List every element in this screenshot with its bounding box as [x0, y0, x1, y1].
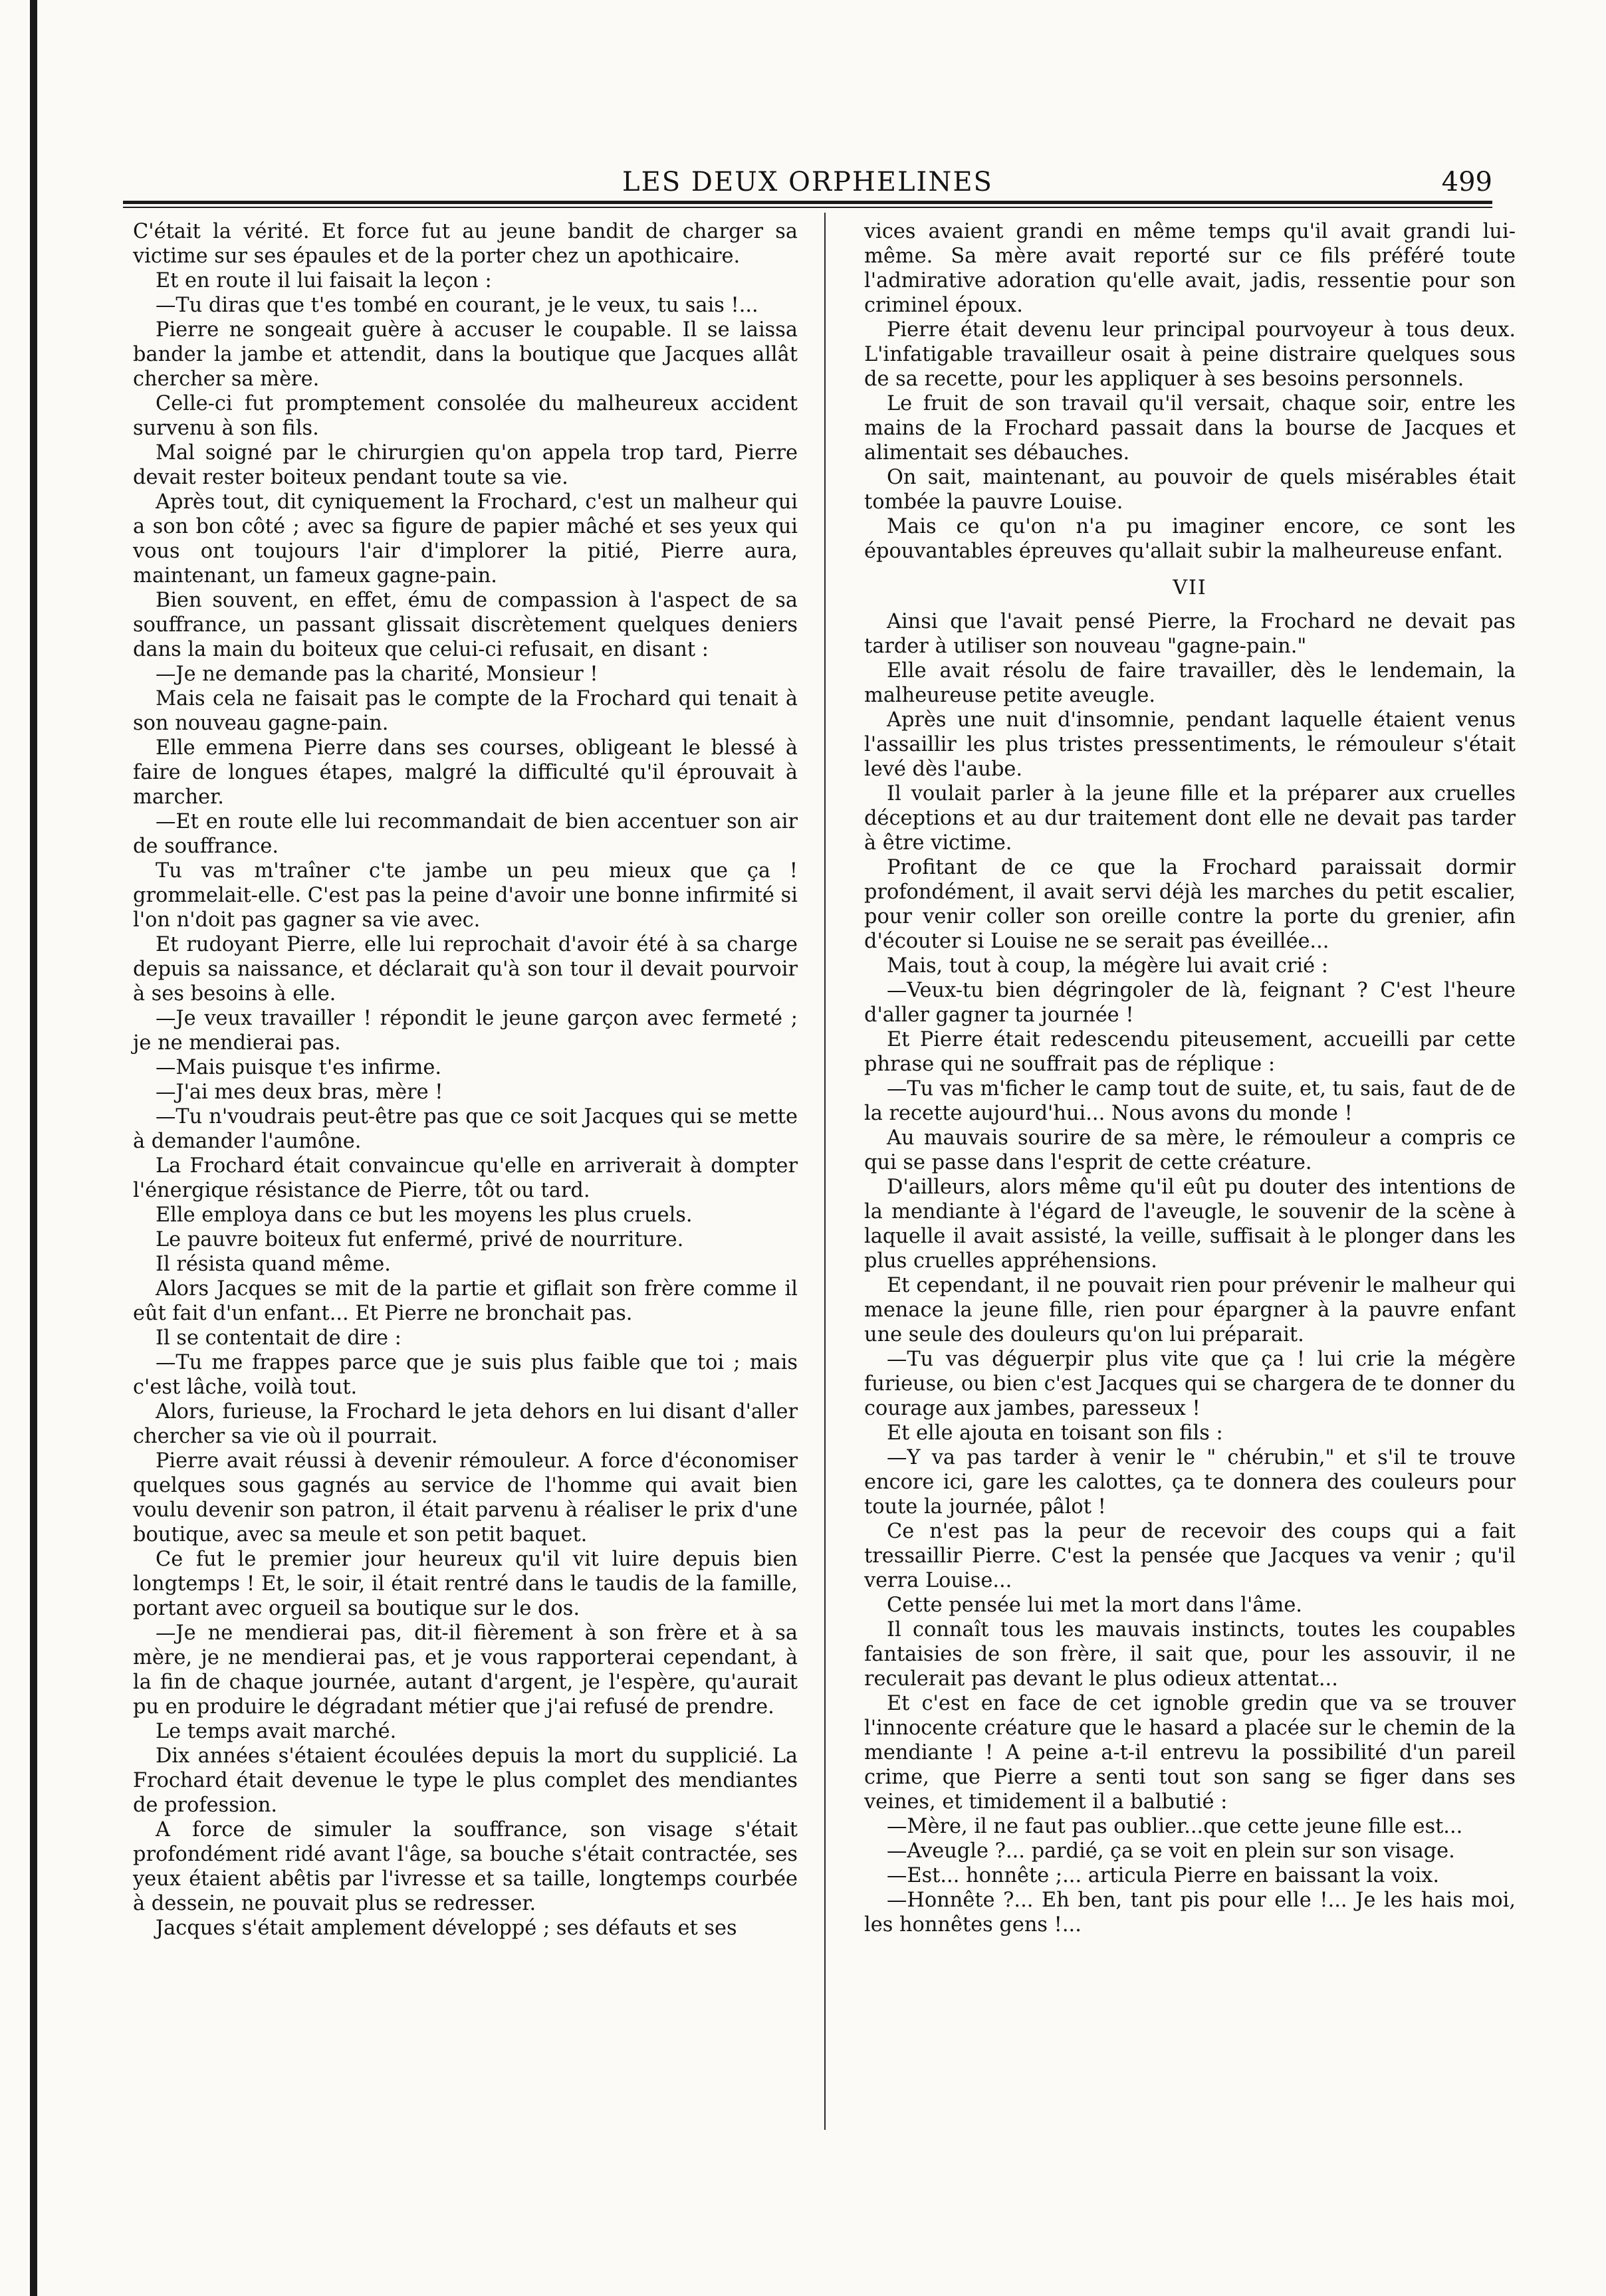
- running-title: LES DEUX ORPHELINES: [622, 167, 993, 197]
- paragraph: —Tu vas m'ficher le camp tout de suite, et, tu sais, faut de de la recette aujourd'hui... Nous avons du monde !: [864, 1077, 1516, 1125]
- paragraph: —Et en route elle lui recommandait de bien accentuer son air de souffrance.: [133, 810, 798, 858]
- paragraph: Profitant de ce que la Frochard paraissait dormir profondément, il avait servi déjà les marches du petit escalier, pour venir coller son oreille contre la porte du grenier, afin d'écouter si Louise ne se serait pas éveillée...: [864, 856, 1516, 953]
- paragraph: —Tu diras que t'es tombé en courant, je le veux, tu sais !...: [156, 294, 758, 317]
- paragraph: —Y va pas tarder à venir le " chérubin," et s'il te trouve encore ici, gare les calottes, ça te donnera des couleurs pour toute la journée, pâlot !: [864, 1446, 1516, 1518]
- paragraph: Le temps avait marché.: [156, 1720, 397, 1743]
- paragraph: Tu vas m'traîner c'te jambe un peu mieux que ça ! grommelait-elle. C'est pas la peine d'avoir une bonne infirmité si l'on n'doit pas gagner sa vie avec.: [133, 859, 798, 932]
- paragraph: Et c'est en face de cet ignoble gredin que va se trouver l'innocente créature que le hasard a placée sur le chemin de la mendiante ! A peine a-t-il entrevu la possibilité d'un pareil crime, que Pierre a senti tout son sang se figer dans ses veines, et timidement il a balbutié :: [864, 1692, 1516, 1814]
- paragraph: Et rudoyant Pierre, elle lui reprochait d'avoir été à sa charge depuis sa naissance, et déclarait qu'à son tour il devait pourvoir à ses besoins à elle.: [133, 933, 798, 1005]
- paragraph: Ce fut le premier jour heureux qu'il vit luire depuis bien longtemps ! Et, le soir, il était rentré dans le taudis de la famille, portant avec orgueil sa boutique sur le dos.: [133, 1548, 798, 1620]
- paragraph: —Honnête ?... Eh ben, tant pis pour elle !... Je les hais moi, les honnêtes gens !...: [864, 1889, 1516, 1936]
- paragraph: Pierre ne songeait guère à accuser le coupable. Il se laissa bander la jambe et attendit, dans la boutique que Jacques allât chercher sa mère.: [133, 318, 798, 391]
- paragraph: Il se contentait de dire :: [156, 1326, 402, 1350]
- paragraph: Et Pierre était redescendu piteusement, accueilli par cette phrase qui ne souffrait pas de réplique :: [864, 1028, 1516, 1076]
- paragraph: —Aveugle ?... pardié, ça se voit en plein sur son visage.: [887, 1839, 1455, 1863]
- paragraph: Après tout, dit cyniquement la Frochard, c'est un malheur qui a son bon côté ; avec sa figure de papier mâché et ses yeux qui vous ont toujours l'air d'implorer la pitié, Pierre aura, maintenant, un fameux gagne-pain.: [133, 490, 798, 587]
- header-rule-thick: [123, 201, 1492, 204]
- paragraph: Celle-ci fut promptement consolée du malheureux accident survenu à son fils.: [133, 392, 798, 440]
- paragraph: Au mauvais sourire de sa mère, le rémouleur a compris ce qui se passe dans l'esprit de cette créature.: [864, 1126, 1516, 1174]
- paragraph: —Mais puisque t'es infirme.: [156, 1056, 441, 1079]
- paragraph: Elle avait résolu de faire travailler, dès le lendemain, la malheureuse petite aveugle.: [864, 659, 1516, 707]
- paragraph: —Tu vas déguerpir plus vite que ça ! lui crie la mégère furieuse, ou bien c'est Jacques qui se chargera de te donner du courage aux jambes, paresseux !: [864, 1348, 1516, 1420]
- paragraph: C'était la vérité. Et force fut au jeune bandit de charger sa victime sur ses épaules et de la porter chez un apothicaire.: [133, 220, 798, 268]
- paragraph: Et elle ajouta en toisant son fils :: [887, 1421, 1223, 1445]
- paragraph: —Je ne demande pas la charité, Monsieur !: [156, 663, 598, 686]
- paragraph: Jacques s'était amplement développé ; ses défauts et ses: [156, 1917, 737, 1940]
- paragraph: —Tu me frappes parce que je suis plus faible que toi ; mais c'est lâche, voilà tout.: [133, 1351, 798, 1399]
- paragraph: Mais cela ne faisait pas le compte de la Frochard qui tenait à son nouveau gagne-pain.: [133, 687, 798, 735]
- left-column: [133, 219, 798, 1940]
- paragraph: —Est... honnête ;... articula Pierre en baissant la voix.: [887, 1864, 1440, 1887]
- paragraph: La Frochard était convaincue qu'elle en arriverait à dompter l'énergique résistance de Pierre, tôt ou tard.: [133, 1154, 798, 1202]
- paragraph: Cette pensée lui met la mort dans l'âme.: [887, 1594, 1302, 1617]
- scan-edge: [30, 0, 37, 2296]
- right-column: [864, 219, 1516, 1937]
- page-number: 499: [1441, 167, 1492, 197]
- paragraph: Mal soigné par le chirurgien qu'on appela trop tard, Pierre devait rester boiteux pendant toute sa vie.: [133, 441, 798, 489]
- paragraph: Alors Jacques se mit de la partie et giflait son frère comme il eût fait d'un enfant... Et Pierre ne bronchait pas.: [133, 1277, 798, 1325]
- paragraph: vices avaient grandi en même temps qu'il avait grandi lui-même. Sa mère avait reporté sur ce fils préféré toute l'admirative adoration qu'elle avait, jadis, ressentie pour son criminel époux.: [864, 220, 1516, 317]
- paragraph: Il connaît tous les mauvais instincts, toutes les coupables fantaisies de son frère, il sait que, pour les assouvir, il ne reculerait pas devant le plus odieux attentat...: [864, 1618, 1516, 1691]
- paragraph: Dix années s'étaient écoulées depuis la mort du supplicié. La Frochard était devenue le type le plus complet des mendiantes de profession.: [133, 1744, 798, 1817]
- paragraph: Après une nuit d'insomnie, pendant laquelle étaient venus l'assaillir les plus tristes pressentiments, le rémouleur s'était levé dès l'aube.: [864, 708, 1516, 781]
- paragraph: Et en route il lui faisait la leçon :: [156, 269, 492, 292]
- paragraph: Mais ce qu'on n'a pu imaginer encore, ce sont les épouvantables épreuves qu'allait subir la malheureuse enfant.: [864, 515, 1516, 563]
- paragraph: Mais, tout à coup, la mégère lui avait crié :: [887, 954, 1329, 978]
- paragraph: —Je ne mendierai pas, dit-il fièrement à son frère et à sa mère, je ne mendierai pas, et je vous rapporterai cependant, à la fin de chaque journée, autant d'argent, je l'espère, qu'aurait pu en produire le dégradant métier que j'ai refusé de prendre.: [133, 1621, 798, 1719]
- paragraph: D'ailleurs, alors même qu'il eût pu douter des intentions de la mendiante à l'égard de l'aveugle, le souvenir de la scène à laquelle il avait assisté, la veille, suffisait à le plonger dans les plus cruelles appréhensions.: [864, 1176, 1516, 1273]
- paragraph: On sait, maintenant, au pouvoir de quels misérables était tombée la pauvre Louise.: [864, 466, 1516, 514]
- section-heading: VII: [1173, 576, 1207, 599]
- paragraph: Il voulait parler à la jeune fille et la préparer aux cruelles déceptions et au dur traitement dont elle ne devait pas tarder à être victime.: [864, 782, 1516, 855]
- paragraph: Le pauvre boiteux fut enfermé, privé de nourriture.: [156, 1228, 684, 1251]
- paragraph: Il résista quand même.: [156, 1253, 391, 1276]
- paragraph: Ce n'est pas la peur de recevoir des coups qui a fait tressaillir Pierre. C'est la pensée que Jacques va venir ; qu'il verra Louise...: [864, 1520, 1516, 1592]
- paragraph: —Mère, il ne faut pas oublier...que cette jeune fille est...: [887, 1815, 1463, 1838]
- paragraph: —Je veux travailler ! répondit le jeune garçon avec fermeté ; je ne mendierai pas.: [133, 1007, 798, 1055]
- page-header: [123, 163, 1492, 203]
- paragraph: Elle employa dans ce but les moyens les plus cruels.: [156, 1203, 693, 1227]
- paragraph: —J'ai mes deux bras, mère !: [156, 1081, 443, 1104]
- paragraph: Ainsi que l'avait pensé Pierre, la Frochard ne devait pas tarder à utiliser son nouveau "gagne-pain.": [864, 610, 1516, 658]
- paragraph: Pierre avait réussi à devenir rémouleur. A force d'économiser quelques sous gagnés au service de l'homme qui avait bien voulu devenir son patron, il était parvenu à réaliser le prix d'une boutique, avec sa meule et son petit baquet.: [133, 1449, 798, 1546]
- column-divider: [824, 213, 826, 2130]
- paragraph: Bien souvent, en effet, ému de compassion à l'aspect de sa souffrance, un passant glissait discrètement quelques deniers dans la main du boiteux que celui-ci refusait, en disant :: [133, 589, 798, 661]
- paragraph: Pierre était devenu leur principal pourvoyeur à tous deux. L'infatigable travailleur osait à peine distraire quelques sous de sa recette, pour les appliquer à ses besoins personnels.: [864, 318, 1516, 391]
- paragraph: Le fruit de son travail qu'il versait, chaque soir, entre les mains de la Frochard passait dans la bourse de Jacques et alimentait ses débauches.: [864, 392, 1516, 465]
- paragraph: Alors, furieuse, la Frochard le jeta dehors en lui disant d'aller chercher sa vie où il pourrait.: [133, 1400, 798, 1448]
- paragraph: —Veux-tu bien dégringoler de là, feignant ? C'est l'heure d'aller gagner ta journée !: [864, 979, 1516, 1027]
- paragraph: A force de simuler la souffrance, son visage s'était profondément ridé avant l'âge, sa bouche s'était contractée, ses yeux étaient abêtis par l'ivresse et sa taille, longtemps courbée à dessein, ne pouvait plus se redresser.: [133, 1818, 798, 1915]
- header-rule-thin: [123, 207, 1492, 208]
- paragraph: —Tu n'voudrais peut-être pas que ce soit Jacques qui se mette à demander l'aumône.: [133, 1105, 798, 1153]
- paragraph: Elle emmena Pierre dans ses courses, obligeant le blessé à faire de longues étapes, malgré la difficulté qu'il éprouvait à marcher.: [133, 736, 798, 809]
- paragraph: Et cependant, il ne pouvait rien pour prévenir le malheur qui menace la jeune fille, rien pour épargner à la pauvre enfant une seule des douleurs qu'on lui préparait.: [864, 1274, 1516, 1346]
